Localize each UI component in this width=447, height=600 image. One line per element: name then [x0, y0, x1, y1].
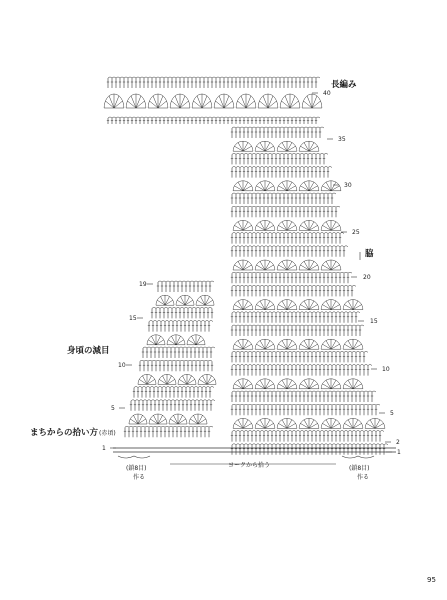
stitch-row [124, 426, 213, 437]
row-number: 5 [390, 410, 394, 417]
shell-row [233, 300, 363, 310]
row-number: 1 [102, 445, 106, 452]
stitch-row [231, 431, 384, 442]
stitch-row [107, 77, 320, 88]
label-chain-right: (鎖8目) [349, 465, 370, 472]
stitch-row [231, 193, 336, 204]
page-number: 95 [427, 576, 436, 584]
shell-row [233, 379, 363, 389]
shell-row [233, 260, 341, 270]
stitch-row [231, 167, 332, 178]
stitch-row [157, 281, 214, 292]
stitch-row [231, 444, 388, 455]
row-number: 35 [338, 136, 346, 143]
label-body-decrease: 身頃の減目 [67, 346, 110, 356]
stitch-row [107, 117, 320, 124]
row-number: 40 [323, 90, 331, 97]
stitch-row [142, 347, 215, 358]
stitch-row [231, 127, 324, 138]
stitch-row [231, 351, 368, 362]
stitch-row [130, 400, 215, 411]
label-chain-left: (鎖8目) [126, 465, 147, 472]
shell-row [233, 339, 363, 349]
shell-row [156, 295, 214, 305]
row-number: 15 [370, 318, 378, 325]
row-number: 2 [396, 439, 400, 446]
row-number: 5 [111, 405, 115, 412]
label-pickup-yoke: ヨークから拾う [228, 462, 271, 469]
stitch-row [231, 365, 372, 376]
row-number: 30 [344, 182, 352, 189]
stitch-row [231, 312, 360, 323]
stitch-row [231, 404, 380, 415]
shell-row [233, 418, 385, 428]
shell-row [233, 141, 319, 151]
stitch-row [231, 206, 340, 217]
row-number: 19 [139, 281, 147, 288]
stitch-row [231, 233, 344, 244]
stitch-row [139, 360, 213, 371]
row-number: 15 [129, 315, 137, 322]
stitch-row [231, 246, 348, 257]
row-number: 20 [363, 274, 371, 281]
chain-marker [342, 456, 374, 458]
shell-row [233, 220, 341, 230]
label-pickup-gusset: まちからの拾い方(赤頃) [30, 428, 116, 438]
label-side: 脇 [365, 249, 374, 259]
shell-row [233, 181, 341, 191]
row-number: 10 [382, 366, 390, 373]
stitch-row [231, 325, 364, 336]
shell-row [104, 94, 322, 108]
stitch-row [231, 153, 328, 164]
stitch-row [231, 285, 356, 296]
row-number: 25 [352, 229, 360, 236]
shell-row [129, 414, 207, 424]
stitch-row [133, 387, 214, 398]
chain-marker [118, 456, 150, 458]
row-number: 10 [118, 362, 126, 369]
shell-row [147, 335, 205, 345]
stitch-row [231, 391, 376, 402]
label-long-stitch: 長編み [331, 80, 357, 90]
shell-row [138, 374, 216, 384]
row-number: 1 [397, 449, 401, 456]
label-make-left: 作る [133, 474, 146, 481]
stitch-row [231, 272, 352, 283]
stitch-row [151, 307, 213, 318]
label-make-right: 作る [357, 474, 370, 481]
stitch-row [148, 321, 213, 332]
